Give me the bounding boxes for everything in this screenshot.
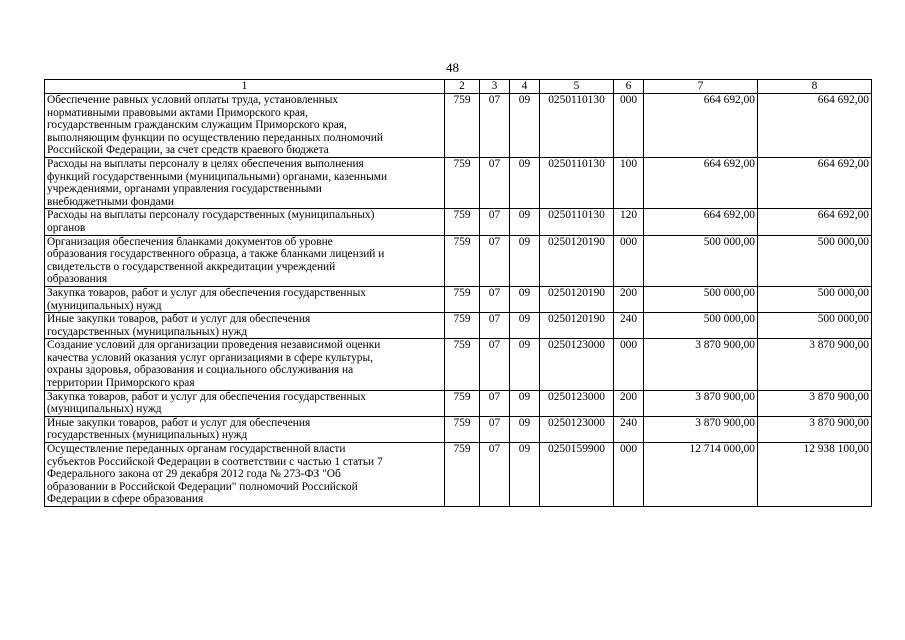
amount-col-7: 3 870 900,00 xyxy=(644,339,758,390)
description-line: государственных (муниципальных) нужд xyxy=(47,325,248,338)
subsection-code: 09 xyxy=(510,390,540,416)
description-line: Организация обеспечения бланками документов об уровне xyxy=(47,235,333,248)
section-code: 07 xyxy=(480,157,510,208)
expense-type-code: 000 xyxy=(614,339,644,390)
amount-col-8: 664 692,00 xyxy=(758,157,872,208)
expense-type-code: 120 xyxy=(614,209,644,235)
header-cell-2: 2 xyxy=(445,80,480,94)
section-code: 07 xyxy=(480,286,510,312)
amount-col-8: 664 692,00 xyxy=(758,94,872,158)
description-line: качества условий оказания услуг организациями в сфере культуры, xyxy=(47,351,373,364)
target-article-code: 0250159900 xyxy=(540,443,614,507)
description-line: Закупка товаров, работ и услуг для обеспечения государственных xyxy=(47,390,366,403)
section-code: 07 xyxy=(480,416,510,442)
description-line: Российской Федерации, за счет средств краевого бюджета xyxy=(47,144,329,157)
target-article-code: 0250120190 xyxy=(540,235,614,286)
row-description xyxy=(45,443,445,507)
row-description xyxy=(45,286,445,312)
subsection-code: 09 xyxy=(510,286,540,312)
table-row xyxy=(45,235,872,286)
target-article-code: 0250123000 xyxy=(540,416,614,442)
description-line: (муниципальных) нужд xyxy=(47,403,162,416)
row-description xyxy=(45,157,445,208)
expense-type-code: 240 xyxy=(614,416,644,442)
description-line: образования государственного образца, а также бланками лицензий и xyxy=(47,248,385,261)
header-cell-7: 7 xyxy=(644,80,758,94)
ministry-code: 759 xyxy=(445,390,480,416)
section-code: 07 xyxy=(480,443,510,507)
expense-type-code: 000 xyxy=(614,94,644,158)
header-cell-6: 6 xyxy=(614,80,644,94)
table-row xyxy=(45,94,872,158)
amount-col-7: 664 692,00 xyxy=(644,94,758,158)
description-line: нормативными правовыми актами Приморского края, xyxy=(47,106,308,119)
section-code: 07 xyxy=(480,390,510,416)
target-article-code: 0250123000 xyxy=(540,339,614,390)
ministry-code: 759 xyxy=(445,313,480,339)
target-article-code: 0250120190 xyxy=(540,313,614,339)
ministry-code: 759 xyxy=(445,235,480,286)
target-article-code: 0250110130 xyxy=(540,209,614,235)
description-line: свидетельств о государственной аккредитации учреждений xyxy=(47,260,336,273)
target-article-code: 0250123000 xyxy=(540,390,614,416)
ministry-code: 759 xyxy=(445,157,480,208)
row-description xyxy=(45,94,445,158)
amount-col-8: 500 000,00 xyxy=(758,235,872,286)
section-code: 07 xyxy=(480,235,510,286)
subsection-code: 09 xyxy=(510,313,540,339)
row-description xyxy=(45,390,445,416)
target-article-code: 0250120190 xyxy=(540,286,614,312)
row-description xyxy=(45,209,445,235)
description-line: Федерации в сфере образования xyxy=(47,493,204,506)
subsection-code: 09 xyxy=(510,235,540,286)
amount-col-8: 500 000,00 xyxy=(758,286,872,312)
description-line: Иные закупки товаров, работ и услуг для обеспечения xyxy=(47,416,311,429)
header-cell-3: 3 xyxy=(480,80,510,94)
amount-col-8: 3 870 900,00 xyxy=(758,390,872,416)
table-row xyxy=(45,416,872,442)
budget-table xyxy=(44,79,872,507)
description-line: выполняющим функции по осуществлению переданных полномочий xyxy=(47,131,383,144)
section-code: 07 xyxy=(480,339,510,390)
description-line: органов xyxy=(47,221,86,234)
ministry-code: 759 xyxy=(445,286,480,312)
expense-type-code: 100 xyxy=(614,157,644,208)
table-row xyxy=(45,286,872,312)
header-cell-5: 5 xyxy=(540,80,614,94)
header-row xyxy=(45,80,872,94)
amount-col-7: 3 870 900,00 xyxy=(644,390,758,416)
amount-col-7: 664 692,00 xyxy=(644,209,758,235)
description-line: Расходы на выплаты персоналу государственных (муниципальных) xyxy=(47,209,375,222)
header-cell-8: 8 xyxy=(758,80,872,94)
description-line: территории Приморского края xyxy=(47,377,195,390)
table-row xyxy=(45,390,872,416)
description-line: образования xyxy=(47,273,108,286)
amount-col-7: 664 692,00 xyxy=(644,157,758,208)
subsection-code: 09 xyxy=(510,443,540,507)
ministry-code: 759 xyxy=(445,416,480,442)
subsection-code: 09 xyxy=(510,94,540,158)
expense-type-code: 200 xyxy=(614,390,644,416)
expense-type-code: 000 xyxy=(614,443,644,507)
table-row xyxy=(45,339,872,390)
description-line: Иные закупки товаров, работ и услуг для обеспечения xyxy=(47,313,311,326)
header-cell-4: 4 xyxy=(510,80,540,94)
subsection-code: 09 xyxy=(510,339,540,390)
amount-col-8: 12 938 100,00 xyxy=(758,443,872,507)
amount-col-7: 500 000,00 xyxy=(644,235,758,286)
subsection-code: 09 xyxy=(510,209,540,235)
row-description xyxy=(45,416,445,442)
row-description xyxy=(45,339,445,390)
description-line: внебюджетными фондами xyxy=(47,195,175,208)
table-row xyxy=(45,313,872,339)
section-code: 07 xyxy=(480,313,510,339)
expense-type-code: 240 xyxy=(614,313,644,339)
amount-col-7: 500 000,00 xyxy=(644,313,758,339)
amount-col-8: 664 692,00 xyxy=(758,209,872,235)
description-line: учреждениями, органами управления государственными xyxy=(47,183,322,196)
ministry-code: 759 xyxy=(445,339,480,390)
description-line: Осуществление переданных органам государственной власти xyxy=(47,443,346,456)
section-code: 07 xyxy=(480,94,510,158)
amount-col-7: 12 714 000,00 xyxy=(644,443,758,507)
description-line: Расходы на выплаты персоналу в целях обеспечения выполнения xyxy=(47,157,364,170)
description-line: Федерального закона от 29 декабря 2012 года № 273-ФЗ "Об xyxy=(47,468,341,481)
description-line: государственным гражданским служащим Приморского края, xyxy=(47,119,347,132)
ministry-code: 759 xyxy=(445,209,480,235)
description-line: функций государственными (муниципальными) органами, казенными xyxy=(47,170,388,183)
description-line: Обеспечение равных условий оплаты труда, установленных xyxy=(47,94,339,106)
section-code: 07 xyxy=(480,209,510,235)
expense-type-code: 200 xyxy=(614,286,644,312)
page-number: 48 xyxy=(446,60,459,75)
table-row xyxy=(45,443,872,507)
table-row xyxy=(45,209,872,235)
target-article-code: 0250110130 xyxy=(540,157,614,208)
description-line: образовании в Российской Федерации" полномочий Российской xyxy=(47,480,358,493)
amount-col-8: 3 870 900,00 xyxy=(758,339,872,390)
table-row xyxy=(45,157,872,208)
ministry-code: 759 xyxy=(445,443,480,507)
amount-col-7: 3 870 900,00 xyxy=(644,416,758,442)
description-line: Закупка товаров, работ и услуг для обеспечения государственных xyxy=(47,286,366,299)
amount-col-8: 500 000,00 xyxy=(758,313,872,339)
row-description xyxy=(45,235,445,286)
amount-col-7: 500 000,00 xyxy=(644,286,758,312)
expense-type-code: 000 xyxy=(614,235,644,286)
description-line: (муниципальных) нужд xyxy=(47,299,162,312)
subsection-code: 09 xyxy=(510,416,540,442)
description-line: государственных (муниципальных) нужд xyxy=(47,429,248,442)
subsection-code: 09 xyxy=(510,157,540,208)
description-line: охраны здоровья, образования и социального обслуживания на xyxy=(47,364,354,377)
ministry-code: 759 xyxy=(445,94,480,158)
row-description xyxy=(45,313,445,339)
description-line: Создание условий для организации проведения независимой оценки xyxy=(47,339,381,352)
target-article-code: 0250110130 xyxy=(540,94,614,158)
table-body xyxy=(45,94,872,507)
amount-col-8: 3 870 900,00 xyxy=(758,416,872,442)
description-line: субъектов Российской Федерации в соответствии с частью 1 статьи 7 xyxy=(47,455,383,468)
header-cell-1: 1 xyxy=(45,80,445,94)
